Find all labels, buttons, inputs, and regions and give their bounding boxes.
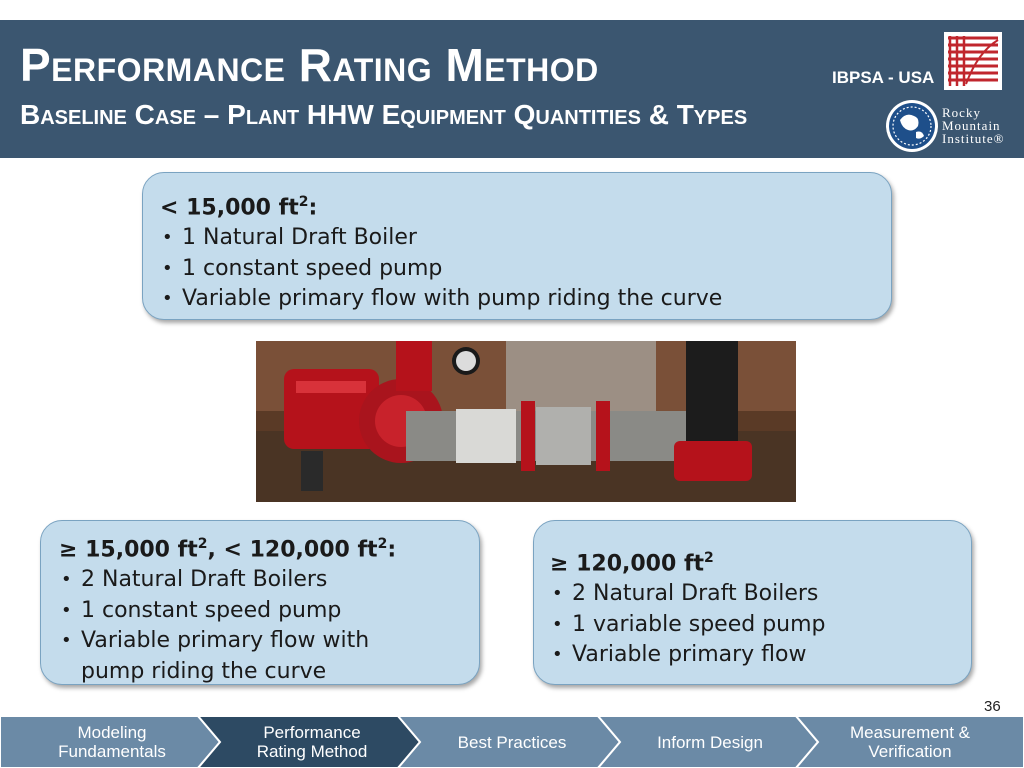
list-item: • Variable primary flow with pump riding the curve [160, 284, 722, 315]
pump-photo [256, 341, 796, 502]
nav-best-practices[interactable]: Best Practices [457, 732, 567, 752]
list-item: • 1 Natural Draft Boiler [160, 223, 722, 254]
nav-measurement-verification[interactable]: Measurement & Verification [850, 723, 970, 761]
rmi-logo-text: Rocky Mountain Institute® [942, 105, 1005, 146]
section-nav [0, 716, 1024, 768]
header-band [0, 20, 1024, 158]
large-building-box [533, 520, 972, 685]
nav-performance-rating-method[interactable]: Performance Rating Method [256, 723, 368, 761]
list-item: • 1 constant speed pump [160, 254, 722, 285]
box-heading: < 15,000 $ft^2$: [160, 194, 318, 221]
box-heading: ≥ 15,000 $ft^2$, < 120,000 $ft^2$: [59, 536, 397, 563]
page-subtitle: Baseline Case – Plant HHW Equipment Quantities & Types [20, 99, 748, 130]
box-heading: ≥ 120,000 $ft^2$ [550, 550, 714, 577]
nav-modeling-fundamentals[interactable]: Modeling Fundamentals [58, 723, 166, 761]
small-building-box [142, 172, 892, 320]
rmi-globe-icon [884, 98, 940, 154]
org-label: IBPSA - USA [832, 68, 935, 87]
list-item: • 1 variable speed pump [550, 610, 826, 641]
list-item: • 2 Natural Draft Boilers [59, 565, 479, 596]
ibpsa-logo-icon [944, 32, 1002, 90]
list-item: • 1 constant speed pump [59, 596, 479, 627]
list-item: • Variable primary flow with pump riding the curve [59, 626, 421, 687]
page-title: Performance Rating Method [20, 39, 599, 91]
page-number: 36 [984, 698, 1001, 715]
list-item: • Variable primary flow [550, 640, 826, 671]
list-item: • 2 Natural Draft Boilers [550, 579, 826, 610]
nav-inform-design[interactable]: Inform Design [657, 732, 763, 752]
medium-building-box [40, 520, 480, 685]
